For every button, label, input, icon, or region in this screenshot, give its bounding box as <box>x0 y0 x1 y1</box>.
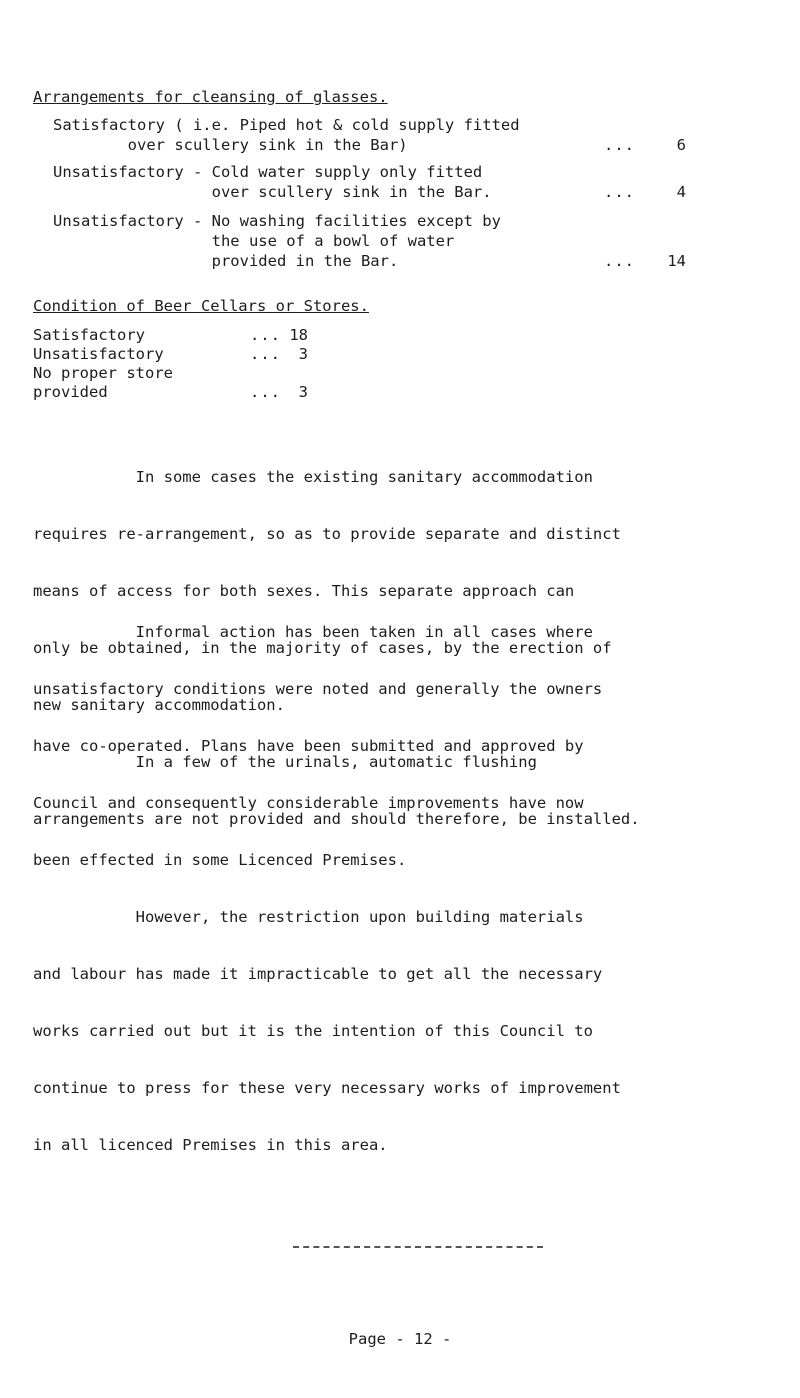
divider <box>293 1246 543 1248</box>
paragraph-line: and labour has made it impracticable to get all the necessary <box>33 965 603 983</box>
paragraph-line: unsatisfactory conditions were noted and generally the owners <box>33 680 603 698</box>
paragraph-line: requires re-arrangement, so as to provide separate and distinct <box>33 525 621 543</box>
entry-text: the use of a bowl of water <box>53 232 455 250</box>
paragraph-line: been effected in some Licenced Premises. <box>33 851 407 869</box>
paragraph-line: have co-operated. Plans have been submitted and approved by <box>33 737 584 755</box>
leader-dots: ... <box>250 345 281 363</box>
count-value: 3 <box>298 345 308 363</box>
paragraph-line: Informal action has been taken in all cases where <box>33 623 593 641</box>
entry-text: provided in the Bar. <box>53 252 399 270</box>
count-value: 6 <box>676 136 686 154</box>
leader-dots: ... <box>604 183 635 201</box>
page-number: Page - 12 - <box>348 1330 452 1348</box>
leader-dots: ... <box>250 383 281 401</box>
entry-text: Unsatisfactory - Cold water supply only fitted <box>53 163 483 181</box>
paragraph-line: new sanitary accommodation. <box>33 696 285 714</box>
entry-text: Unsatisfactory - No washing facilities except by <box>53 212 501 230</box>
paragraph-line: However, the restriction upon building materials <box>33 908 584 926</box>
leader-dots: ... <box>250 326 281 344</box>
entry-text: over scullery sink in the Bar. <box>53 183 492 201</box>
section-heading-cellars: Condition of Beer Cellars or Stores. <box>33 297 369 315</box>
count-value: 18 <box>289 326 308 344</box>
entry-text: provided <box>33 383 108 401</box>
section-heading-glasses: Arrangements for cleansing of glasses. <box>33 88 388 106</box>
paragraph-line: continue to press for these very necessary works of improvement <box>33 1079 621 1097</box>
entry-text: over scullery sink in the Bar) <box>53 136 408 154</box>
entry-text: Unsatisfactory <box>33 345 164 363</box>
leader-dots: ... <box>604 252 635 270</box>
paragraph-line: In some cases the existing sanitary accommodation <box>33 468 593 486</box>
paragraph-line: Council and consequently considerable improvements have now <box>33 794 584 812</box>
paragraph <box>33 585 778 1174</box>
paragraph-line: works carried out but it is the intention of this Council to <box>33 1022 593 1040</box>
leader-dots: ... <box>604 136 635 154</box>
paragraph-line: means of access for both sexes. This separate approach can <box>33 582 575 600</box>
count-value: 4 <box>676 183 686 201</box>
entry-text: No proper store <box>33 364 173 382</box>
count-value: 14 <box>667 252 686 270</box>
entry-text: Satisfactory ( i.e. Piped hot & cold supply fitted <box>53 116 520 134</box>
paragraph-line: only be obtained, in the majority of cases, by the erection of <box>33 639 612 657</box>
paragraph-line: In a few of the urinals, automatic flushing <box>33 753 537 771</box>
paragraph-line: in all licenced Premises in this area. <box>33 1136 388 1154</box>
count-value: 3 <box>298 383 308 401</box>
entry-text: Satisfactory <box>33 326 145 344</box>
paragraph-line: arrangements are not provided and should therefore, be installed. <box>33 810 640 828</box>
